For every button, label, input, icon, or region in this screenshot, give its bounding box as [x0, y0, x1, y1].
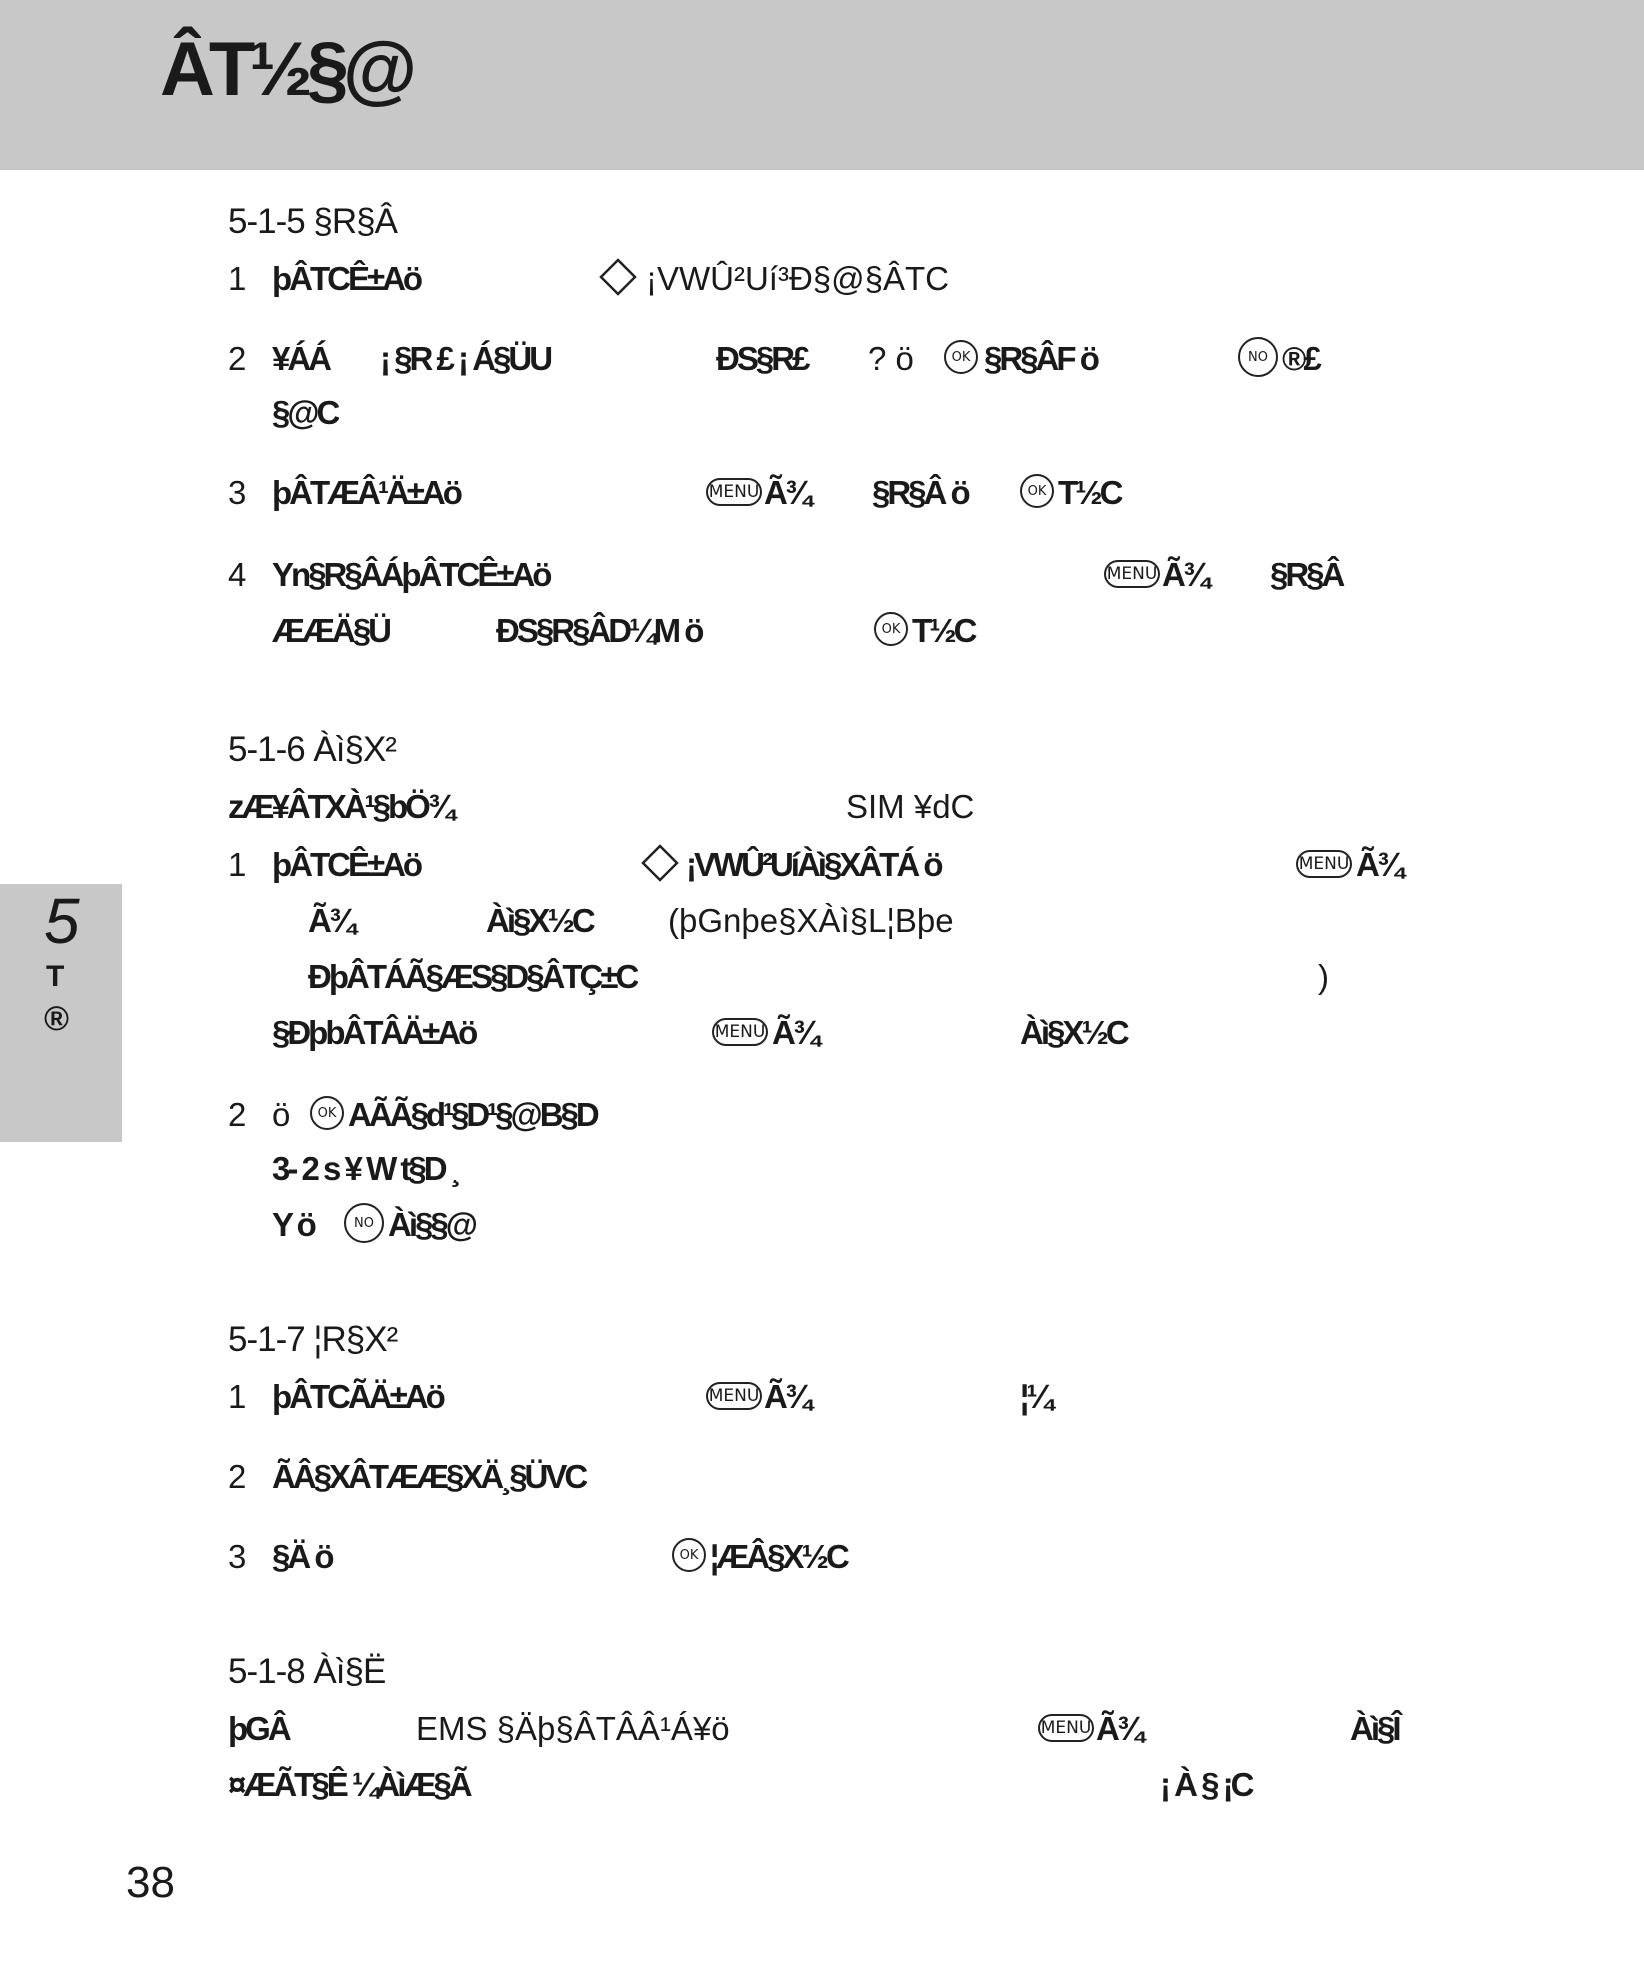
step-text: Y ö	[272, 1206, 314, 1243]
chapter-number: 5	[44, 885, 80, 957]
step-text: T½C	[1058, 474, 1121, 511]
step-text: ÆÆÄ§Ü	[272, 612, 390, 649]
ok-key-icon: OK	[672, 1538, 706, 1572]
section-heading-516: 5-1-6 Àì§X²	[228, 730, 396, 769]
step-text: ÐS§R£	[716, 340, 808, 377]
body-text: Ã¾	[1096, 1710, 1142, 1747]
step-text: 3- 2 s ¥ W t§D ¸	[272, 1150, 459, 1187]
step-text: (þGnþe§XÀì§L¦Bþe	[668, 902, 954, 939]
ok-key-icon: OK	[944, 340, 978, 374]
step-text: §R§ÂF ö	[984, 340, 1097, 377]
section-heading-515: 5-1-5 §R§Â	[228, 202, 397, 241]
menu-key-icon: MENU	[1296, 850, 1352, 878]
step-text: Ã¾	[772, 1014, 818, 1051]
step-text: Ã¾	[1162, 556, 1208, 593]
step-text: Ã¾	[308, 902, 354, 939]
step-number: 2	[228, 340, 247, 377]
step-text: ¥ÁÁ	[272, 340, 330, 377]
step-text: AÃÃ§d¹§D¹§@B§D	[348, 1096, 597, 1133]
step-text: ÐþÂTÁÃ§ÆS§D§ÂTÇ±C	[308, 958, 637, 995]
no-key-icon: NO	[344, 1203, 384, 1243]
step-text: ¡VWÛ²UíÀì§XÂTÁ ö	[686, 846, 941, 883]
step-number: 3	[228, 474, 247, 511]
menu-key-icon: MENU	[706, 1382, 762, 1410]
chapter-label-1: T	[46, 960, 65, 993]
step-text: þÂTCÊ±Aö	[272, 846, 421, 883]
chapter-label-2: ®	[44, 1000, 70, 1038]
step-text: þÂTÆÂ¹Ä±Aö	[272, 474, 460, 511]
menu-key-icon: MENU	[712, 1018, 768, 1046]
menu-key-icon: MENU	[706, 478, 762, 506]
body-text: ¤ÆÃT§Ê ¼ÀìÆ§Ã	[228, 1766, 470, 1803]
step-text: )	[1318, 958, 1329, 995]
step-text: ÃÂ§XÂTÆÆ§XÄ¸§ÜVC	[272, 1458, 586, 1495]
step-text: ¡ §R £ ¡ Á§ÜU	[380, 340, 551, 377]
step-text: ®£	[1282, 340, 1319, 377]
menu-key-icon: MENU	[1104, 560, 1160, 588]
step-number: 3	[228, 1538, 247, 1575]
nav-diamond-icon	[640, 843, 680, 883]
step-text: Ã¾	[764, 474, 810, 511]
step-text: T½C	[912, 612, 975, 649]
body-text: þGÂ	[228, 1710, 289, 1747]
page-title: ÂT½§@	[160, 27, 412, 112]
section-heading-517: 5-1-7 ¦R§X²	[228, 1320, 398, 1359]
step-text: §ÐþbÂTÂÄ±Aö	[272, 1014, 476, 1051]
step-number: 2	[228, 1096, 247, 1133]
step-text: §R§Â ö	[872, 474, 968, 511]
page-number: 38	[126, 1858, 175, 1907]
step-text: §@C	[272, 394, 338, 431]
ok-key-icon: OK	[1020, 474, 1054, 508]
step-text: ¦ÆÂ§X½C	[710, 1538, 847, 1575]
step-number: 2	[228, 1458, 247, 1495]
step-text: Àì§§@	[388, 1206, 475, 1243]
step-number: 4	[228, 556, 247, 593]
body-text: Àì§Î	[1350, 1710, 1399, 1747]
step-text: ? ö	[868, 340, 914, 377]
step-text: Ã¾	[1356, 846, 1402, 883]
menu-key-icon: MENU	[1038, 1714, 1094, 1742]
step-text: ¡VWÛ²Uí³Ð§@§ÂTC	[646, 260, 949, 297]
no-key-icon: NO	[1238, 337, 1278, 377]
step-text: Ã¾	[764, 1378, 810, 1415]
step-text: Àì§X½C	[486, 902, 593, 939]
step-text: þÂTCÃÄ±Aö	[272, 1378, 443, 1415]
step-number: 1	[228, 846, 247, 883]
ok-key-icon: OK	[310, 1096, 344, 1130]
step-text: ö	[272, 1096, 291, 1133]
nav-diamond-icon	[598, 257, 638, 297]
intro-text: zÆ¥ÂTXÀ¹§bÖ¾	[228, 788, 453, 825]
ok-key-icon: OK	[874, 612, 908, 646]
step-text: §Ä ö	[272, 1538, 332, 1575]
step-text: Àì§X½C	[1020, 1014, 1127, 1051]
body-text: ¡ À § ¡C	[1160, 1766, 1252, 1803]
step-text: Yn§R§ÂÁþÂTCÊ±Aö	[272, 556, 550, 593]
step-text: ÐS§R§ÂD¼M ö	[496, 612, 702, 649]
body-text: EMS §Äþ§ÂTÂÂ¹Á¥ö	[416, 1710, 730, 1747]
step-number: 1	[228, 1378, 247, 1415]
step-text: þÂTCÊ±Aö	[272, 260, 421, 297]
section-heading-518: 5-1-8 Àì§Ë	[228, 1652, 386, 1691]
intro-text: SIM ¥dC	[846, 788, 975, 825]
step-text: ¦¼	[1020, 1378, 1051, 1415]
step-number: 1	[228, 260, 247, 297]
step-text: §R§Â	[1270, 556, 1343, 593]
